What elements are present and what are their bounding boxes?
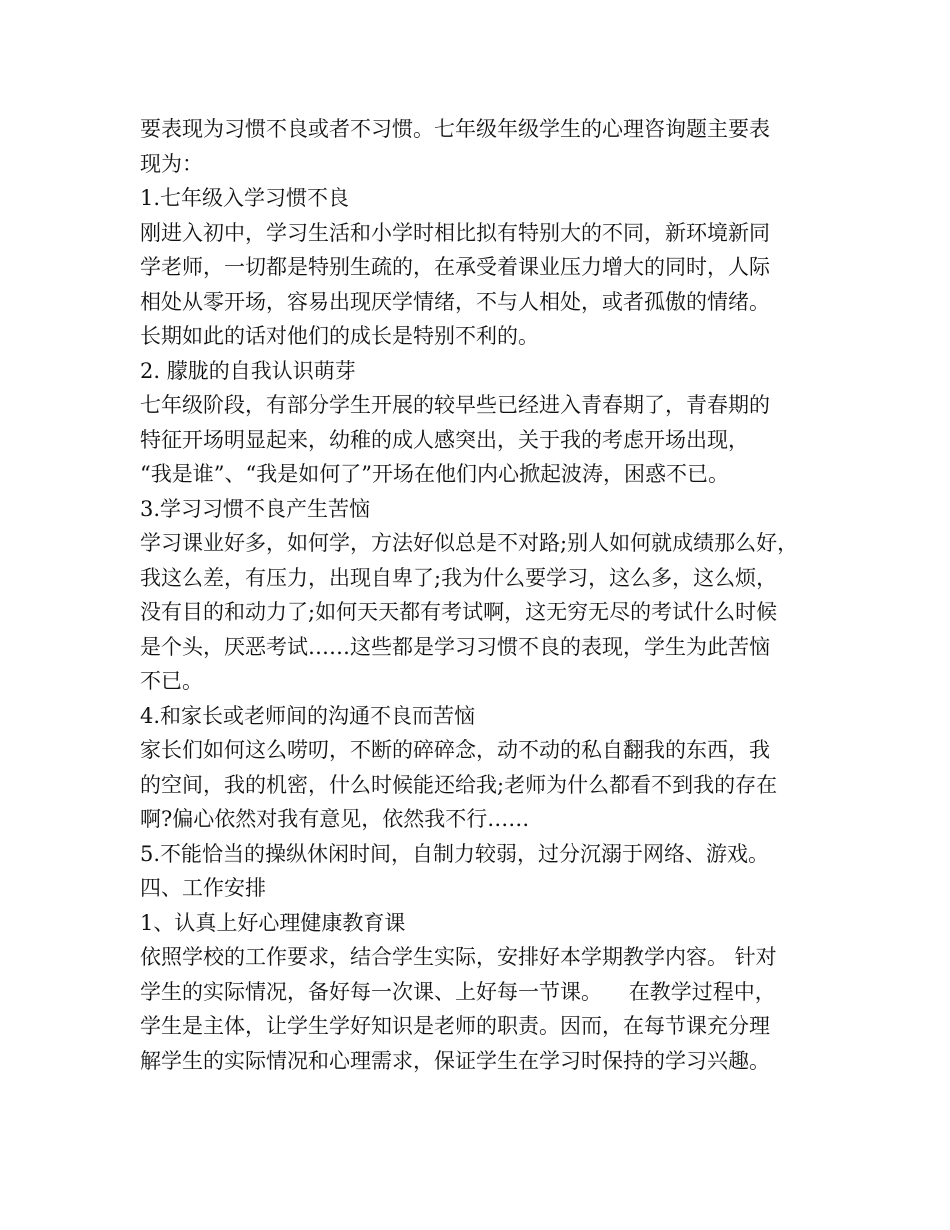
document-body	[140, 112, 830, 1078]
section-heading: 5.不能恰当的操纵休闲时间，自制力较弱，过分沉溺于网络、游戏。	[140, 841, 770, 866]
text-line: 要表现为习惯不良或者不习惯。七年级年级学生的心理咨询题主要表	[140, 117, 770, 141]
text-line: 解学生的实际情况和心理需求，保证学生在学习时保持的学习兴趣。	[140, 1048, 770, 1073]
section-heading: 1.七年级入学习惯不良	[140, 186, 350, 210]
text-line: 啊?偏心依然对我有意见，依然我不行……	[140, 807, 530, 831]
text-line: 现为：	[140, 151, 203, 176]
text-line: 的空间，我的机密，什么时候能还给我;老师为什么都看不到我的存在	[140, 772, 778, 797]
text-line: 学生的实际情况，备好每一次课、上好每一节课。 在教学过程中，	[140, 979, 776, 1004]
section-heading: 3.学习习惯不良产生苦恼	[140, 496, 371, 521]
section-heading: 2. 朦胧的自我认识萌芽	[140, 358, 356, 383]
text-line: 学习课业好多，如何学，方法好似总是不对路;别人如何就成绩那么好，	[140, 531, 799, 555]
section-heading: 四、工作安排	[140, 876, 266, 900]
text-line: 不已。	[140, 669, 203, 693]
text-line: “我是谁”、“我是如何了”开场在他们内心掀起波涛，困惑不已。	[140, 462, 729, 486]
text-line: 特征开场明显起来，幼稚的成人感突出，关于我的考虑开场出现，	[140, 427, 749, 452]
text-line: 依照学校的工作要求，结合学生实际，安排好本学期教学内容。 针对	[140, 945, 777, 969]
section-heading: 4.和家长或老师间的沟通不良而苦恼	[140, 703, 476, 728]
text-line: 学生是主体，让学生学好知识是老师的职责。因而，在每节课充分理	[140, 1014, 770, 1038]
text-line: 长期如此的话对他们的成长是特别不利的。	[140, 324, 539, 348]
text-line: 学老师，一切都是特别生疏的，在承受着课业压力增大的同时，人际	[140, 255, 770, 279]
text-line: 我这么差，有压力，出现自卑了;我为什么要学习，这么多，这么烦，	[140, 565, 778, 590]
text-line: 没有目的和动力了;如何天天都有考试啊，这无穷无尽的考试什么时候	[140, 600, 778, 624]
text-line: 相处从零开场，容易出现厌学情绪，不与人相处，或者孤傲的情绪。	[140, 289, 770, 314]
text-line: 是个头，厌恶考试……这些都是学习习惯不良的表现，学生为此苦恼	[140, 634, 770, 659]
text-line: 刚进入初中，学习生活和小学时相比拟有特别大的不同，新环境新同	[140, 220, 770, 245]
section-heading: 1、认真上好心理健康教育课	[140, 910, 406, 935]
text-line: 七年级阶段，有部分学生开展的较早些已经进入青春期了，青春期的	[140, 393, 770, 417]
text-line: 家长们如何这么唠叨，不断的碎碎念，动不动的私自翻我的东西，我	[140, 738, 770, 762]
